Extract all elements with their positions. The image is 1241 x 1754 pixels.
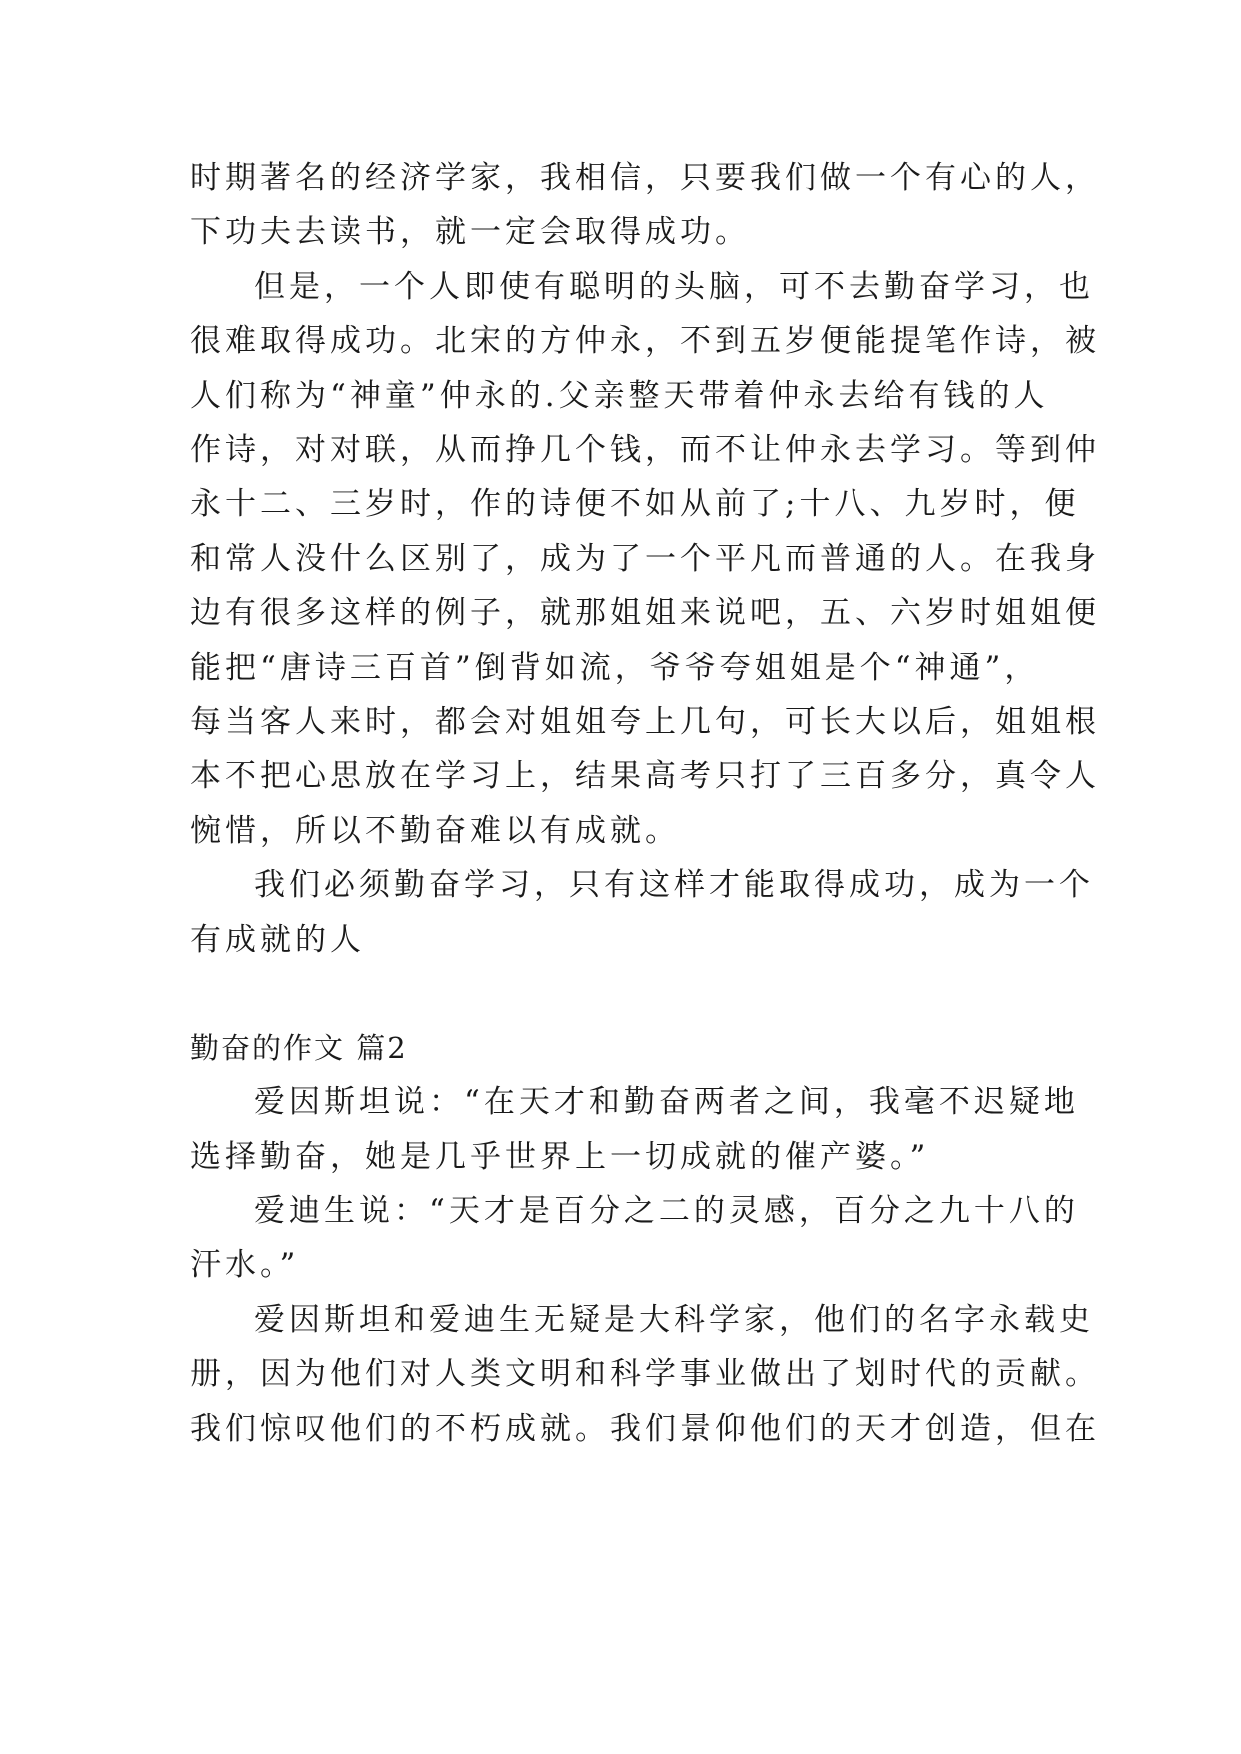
paragraph-start-line: 爱因斯坦说：“在天才和勤奋两者之间，我毫不迟疑地 bbox=[254, 1084, 1079, 1120]
text-line: 本不把心思放在学习上，结果高考只打了三百多分，真令人 bbox=[190, 758, 1100, 794]
text-line: 很难取得成功。北宋的方仲永，不到五岁便能提笔作诗，被 bbox=[190, 323, 1100, 359]
paragraph-start-line: 但是，一个人即使有聪明的头脑，可不去勤奋学习，也 bbox=[254, 269, 1094, 305]
text-line: 能把“唐诗三百首”倒背如流，爷爷夸姐姐是个“神通”， bbox=[190, 650, 1040, 686]
text-line: 汗水。” bbox=[190, 1247, 300, 1283]
text-line: 人们称为“神童”仲永的.父亲整天带着仲永去给有钱的人 bbox=[190, 378, 1049, 414]
text-line: 下功夫去读书，就一定会取得成功。 bbox=[190, 214, 750, 250]
text-line: 永十二、三岁时，作的诗便不如从前了;十八、九岁时，便 bbox=[190, 486, 1080, 522]
text-line: 作诗，对对联，从而挣几个钱，而不让仲永去学习。等到仲 bbox=[190, 432, 1100, 468]
paragraph-start-line: 我们必须勤奋学习，只有这样才能取得成功，成为一个 bbox=[254, 867, 1094, 903]
text-line: 时期著名的经济学家，我相信，只要我们做一个有心的人， bbox=[190, 160, 1100, 196]
text-line: 和常人没什么区别了，成为了一个平凡而普通的人。在我身 bbox=[190, 541, 1100, 577]
text-line: 边有很多这样的例子，就那姐姐来说吧，五、六岁时姐姐便 bbox=[190, 595, 1100, 631]
text-line: 有成就的人 bbox=[190, 922, 365, 958]
paragraph-start-line: 爱迪生说：“天才是百分之二的灵感，百分之九十八的 bbox=[254, 1193, 1079, 1229]
text-line: 选择勤奋，她是几乎世界上一切成就的催产婆。” bbox=[190, 1139, 930, 1175]
text-line: 每当客人来时，都会对姐姐夸上几句，可长大以后，姐姐根 bbox=[190, 704, 1100, 740]
text-line: 惋惜，所以不勤奋难以有成就。 bbox=[190, 813, 680, 849]
text-line: 册，因为他们对人类文明和科学事业做出了划时代的贡献。 bbox=[190, 1356, 1100, 1392]
paragraph-start-line: 爱因斯坦和爱迪生无疑是大科学家，他们的名字永载史 bbox=[254, 1302, 1094, 1338]
text-line: 我们惊叹他们的不朽成就。我们景仰他们的天才创造，但在 bbox=[190, 1411, 1100, 1447]
section-heading: 勤奋的作文 篇2 bbox=[190, 1031, 408, 1065]
